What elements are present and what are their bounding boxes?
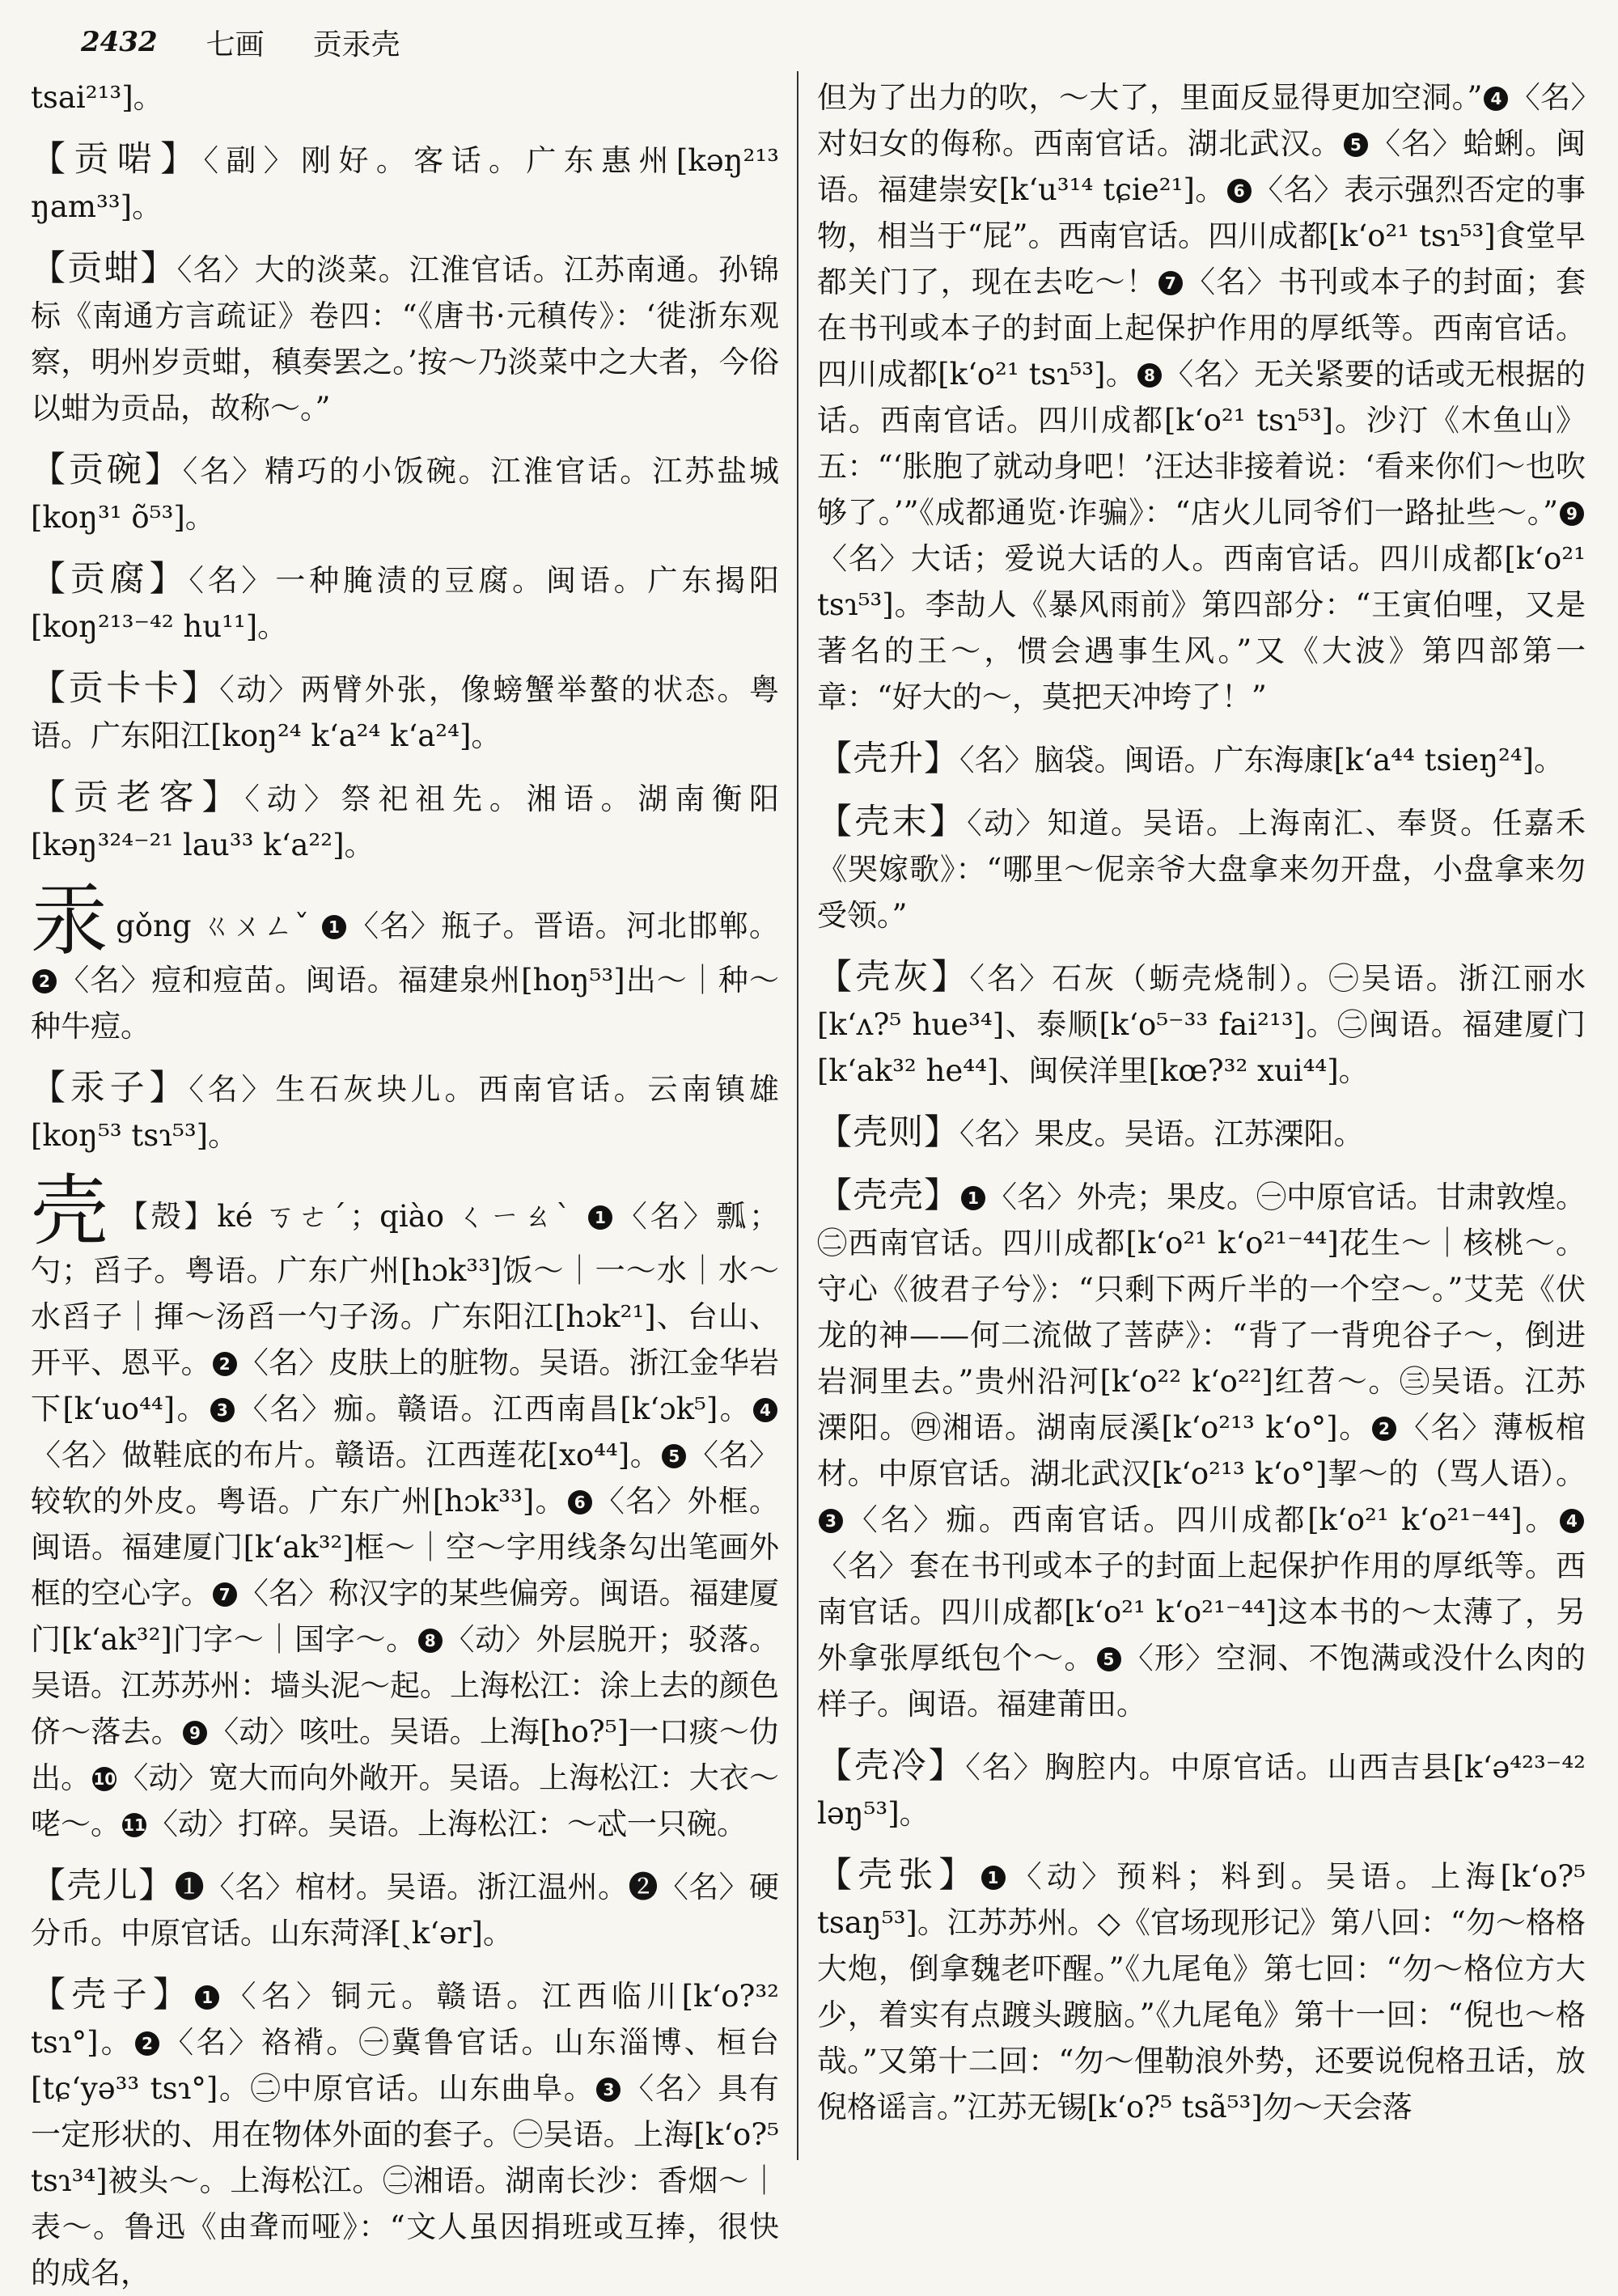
sense-number-badge: 6 [1227,179,1252,203]
dictionary-entry [31,557,779,650]
entry-headword: 【汞子】 [31,1068,189,1108]
sense-number-badge: 1 [588,1205,612,1230]
dictionary-entry [31,1166,780,1847]
entry-definition: 〈名〉石灰（蛎壳烧制）。㊀吴语。浙江丽水[k‘ʌ?⁵ hue³⁴]、泰顺[k‘o⁵⁻³³ fai²¹³]。㊁闽语。福建厦门[k‘ak³² he⁴⁴]、闽侯洋里[kœ?³² xui⁴⁴]。 [817,961,1586,1088]
dictionary-entry [31,137,779,230]
sense-number-badge: 8 [1137,363,1162,388]
dictionary-entry [31,775,779,868]
dictionary-entry [31,875,780,1049]
headword-character: 汞 [31,875,110,966]
dictionary-entry [31,666,779,759]
page-header [81,18,400,66]
sense-number-badge: 11 [122,1813,146,1837]
sense-number-badge: 7 [213,1582,237,1607]
entry-definition: 〈动〉祭祀祖先。湘语。湖南衡阳[kəŋ³²⁴⁻²¹ lau³³ k‘a²²]。 [31,782,780,862]
dictionary-entry [31,447,779,540]
dictionary-entry [817,1853,1586,2130]
entry-headword: 【贡啱】 [31,139,204,180]
sense-number-badge: 9 [183,1721,207,1745]
sense-number-badge: 3 [819,1509,843,1533]
continued-text [31,74,779,121]
sense-number-badge: 10 [92,1767,116,1791]
dictionary-entry [817,1110,1586,1157]
sense-number-badge: 8 [418,1629,443,1653]
sense-number-badge: 4 [1484,87,1508,111]
sense-number-badge: 2 [1372,1417,1396,1441]
sense-number-badge: 4 [753,1398,777,1422]
sense-number-badge: 6 [568,1490,592,1514]
dictionary-entry [817,799,1586,938]
sense-number-badge: 1 [322,915,346,939]
sense-number-badge: 1 [961,1186,985,1210]
sense-number-badge: 2 [135,2031,159,2056]
entry-headword: 【贡卡卡】 [31,668,220,709]
sense-number-badge: 3 [596,2078,621,2102]
entry-headword: 【壳末】 [817,802,968,842]
continued-text [817,74,1586,720]
entry-headword: 【壳升】 [817,739,959,779]
entry-definition: 〈名〉胸腔内。中原官话。山西吉县[k‘ə⁴²³⁻⁴² ləŋ⁵³]。 [817,1750,1586,1831]
sense-number-badge: 3 [210,1398,235,1422]
entry-headword: 【贡腐】 [31,559,189,599]
section-label: 七画 [205,28,265,61]
entry-definition: 〈副〉刚好。客话。广东惠州[kəŋ²¹³ ŋam³³]。 [31,143,779,224]
entry-definition: 〈名〉脑袋。闽语。广东海康[k‘a⁴⁴ tsieŋ²⁴]。 [959,743,1565,777]
entry-headword: 【壳冷】 [817,1746,966,1786]
entry-definition: 1 〈动〉预料；料到。吴语。上海[k‘o?⁵ tsaŋ⁵³]。江苏苏州。◇《官场现形记》第八回：“勿～格格大炮，倒拿魏老吓醒。”《九尾龟》第七回：“勿～格位方大少，着实有点踱头踱脑。”《九尾龟》第十一回：“倪也～格哉。”又第十二回：“勿～俚勒浪外势，还要说倪格丑话，放倪格谣言。”江苏无锡[k‘o?⁵ tsã⁵³]勿～天会落 [817,1859,1586,2124]
dictionary-entry [31,1972,779,2296]
entry-headword: 【壳子】 [31,1975,194,2015]
dictionary-entry [817,1743,1586,1836]
entry-definition: gǒng ㄍㄨㄥˇ 1 〈名〉瓶子。晋语。河北邯郸。2 〈名〉痘和痘苗。闽语。福建泉州[hoŋ⁵³]出～｜种～种牛痘。 [31,909,780,1044]
sense-number-badge: 4 [1560,1509,1584,1533]
sense-number-badge: 1 [981,1866,1006,1890]
entry-definition: tsai²¹³]。 [31,80,163,115]
entry-headword: 【壳张】 [817,1855,980,1896]
section-chars: 贡汞壳 [312,28,400,61]
entry-definition: 【殻】ké ㄎㄜˊ；qiào ㄑㄧㄠˋ 1 〈名〉瓢；勺；舀子。粤语。广东广州[hɔk³³]饭～｜一～水｜水～水舀子｜揮～汤舀一勺子汤。广东阳江[hɔk²¹]、台山、开平、恩平。 2 〈名〉皮肤上的脏物。吴语。浙江金华岩下[k‘uo⁴⁴]。 3 〈名〉痂。赣语。江西南昌[k‘ɔk⁵]。 4〈名〉做鞋底的布片。赣语。江西莲花[xo⁴⁴]。 5 〈名〉较软的外皮。粤语。广东广州[hɔk³³]。 6 〈名〉外框。闽语。福建厦门[k‘ak³²]框～｜空～字用线条勾出笔画外框的空心字。 7 〈名〉称汉字的某些偏旁。闽语。福建厦门[k‘ak³²]门字～｜国字～。 8 〈动〉外层脱开；驳落。吴语。江苏苏州：墙头泥～起。上海松江：涂上去的颜色侪～落去。 9 〈动〉咳吐。吴语。上海[ho?⁵]一口痰～仂出。 10〈动〉宽大而向外敞开。吴语。上海松江：大衣～咾～。 11〈动〉打碎。吴语。上海松江：～忒一只碗。 [31,1199,780,1841]
entry-headword: 【贡碗】 [31,450,183,490]
entry-definition: 〈名〉果皮。吴语。江苏溧阳。 [959,1116,1364,1151]
entry-headword: 【壳儿】 [31,1866,175,1906]
dictionary-entry [817,955,1586,1094]
entry-definition: 1 〈名〉铜元。赣语。江西临川[k‘o?³² tsɿ°]。 2 〈名〉袼褙。㊀冀鲁官话。山东淄博、桓台[tɕ‘yə³³ tsɿ°]。㊁中原官话。山东曲阜。 3 〈名〉具有一定形状的、用在物体外面的套子。㊀吴语。上海[k‘o?⁵ tsɿ³⁴]被头～。上海松江。㊁湘语。湖南长沙：香烟～｜表～。鲁迅《由聋而哑》：“文人虽因捐班或互捧，很快的成名， [31,1979,779,2290]
headword-character: 壳 [31,1166,112,1256]
sense-number-badge: 2 [32,969,57,993]
entry-definition: 1 〈名〉外壳；果皮。㊀中原官话。甘肃敦煌。㊁西南官话。四川成都[k‘o²¹ k‘o²¹⁻⁴⁴]花生～｜核桃～。守心《彼君子兮》：“只剩下两斤半的一个空～。”艾芜《伏龙的神——何二流做了菩萨》：“背了一背兜谷子～，倒进岩洞里去。”贵州沿河[k‘o²² k‘o²²]红苕～。㊂吴语。江苏溧阳。㊃湘语。湖南辰溪[k‘o²¹³ k‘o°]。 2 〈名〉薄板棺材。中原官话。湖北武汉[k‘o²¹³ k‘o°]挈～的（骂人语）。3 〈名〉痂。西南官话。四川成都[k‘o²¹ k‘o²¹⁻⁴⁴]。 4〈名〉套在书刊或本子的封面上起保护作用的厚纸等。西南官话。四川成都[k‘o²¹ k‘o²¹⁻⁴⁴]这本书的～太薄了，另外拿张厚纸包个～。 5 〈形〉空洞、不饱满或没什么肉的样子。闽语。福建莆田。 [817,1180,1586,1722]
entry-definition: 〈名〉大的淡菜。江淮官话。江苏南通。孙锦标《南通方言疏证》卷四：“《唐书·元稹传》：‘徙浙东观察，明州岁贡蚶，稹奏罢之。’按～乃淡菜中之大者，今俗以蚶为贡品，故称～。” [31,252,780,426]
entry-headword: 【贡老客】 [31,777,245,818]
sense-number-badge: 2 [213,1352,237,1376]
entry-definition: 〈名〉精巧的小饭碗。江淮官话。江苏盐城[koŋ³¹ õ⁵³]。 [31,454,780,535]
sense-number-badge: 5 [662,1444,686,1468]
dictionary-entry [31,1065,779,1159]
entry-headword: 【贡蚶】 [31,248,177,289]
page-number: 2432 [81,26,158,58]
entry-headword: 【壳灰】 [817,957,970,998]
dictionary-entry [31,1863,779,1956]
entry-definition: 〈名〉生石灰块儿。西南官话。云南镇雄[koŋ⁵³ tsɿ⁵³]。 [31,1072,780,1153]
entry-definition: ❶〈名〉棺材。吴语。浙江温州。❷〈名〉硬分币。中原官话。山东菏泽[ˏk‘ər]。 [31,1870,780,1951]
left-column [31,74,780,2290]
sense-number-badge: 5 [1344,133,1368,157]
entry-definition: 〈动〉知道。吴语。上海南汇、奉贤。任嘉禾《哭嫁歌》：“哪里～伲亲爷大盘拿来勿开盘，小盘拿来勿受领。” [817,806,1586,933]
sense-number-badge: 1 [195,1985,219,2010]
dictionary-entry [817,1173,1586,1727]
dictionary-entry [817,736,1586,783]
dictionary-entry [31,246,779,431]
entry-definition: 〈名〉一种腌渍的豆腐。闽语。广东揭阳[koŋ²¹³⁻⁴² hu¹¹]。 [31,563,780,644]
entry-definition: 但为了出力的吹，～大了，里面反显得更加空洞。” 4 〈名〉对妇女的侮称。西南官话。湖北武汉。 5 〈名〉蛤蜊。闽语。福建崇安[k‘u³¹⁴ tɕie²¹]。 6 〈名〉表示强烈否定的事物，相当于“屁”。西南官话。四川成都[k‘o²¹ tsɿ⁵³]食堂早都关门了，现在去吃～！ 7 〈名〉书刊或本子的封面；套在书刊或本子的封面上起保护作用的厚纸等。西南官话。四川成都[k‘o²¹ tsɿ⁵³]。 8 〈名〉无关紧要的话或无根据的话。西南官话。四川成都[k‘o²¹ tsɿ⁵³]。沙汀《木鱼山》五：“‘胀胞了就动身吧！’汪达非接着说：‘看来你们～也吹够了。’”《成都通览·诈骗》：“店火儿同爷们一路扯些～。” 9〈名〉大话；爱说大话的人。西南官话。四川成都[k‘o²¹ tsɿ⁵³]。李劼人《暴风雨前》第四部分：“王寅伯哩，又是著名的王～，惯会遇事生风。”又《大波》第四部第一章：“好大的～，莫把天冲垮了！” [817,80,1586,714]
entry-headword: 【壳则】 [817,1112,959,1153]
column-divider [797,71,798,2160]
right-column [817,74,1586,2160]
sense-number-badge: 9 [1560,502,1584,526]
entry-definition: 〈动〉两臂外张，像螃蟹举螯的状态。粤语。广东阳江[koŋ²⁴ k‘a²⁴ k‘a²⁴]。 [31,672,780,753]
entry-headword: 【壳壳】 [817,1176,959,1216]
sense-number-badge: 7 [1158,271,1183,295]
sense-number-badge: 5 [1097,1647,1121,1671]
